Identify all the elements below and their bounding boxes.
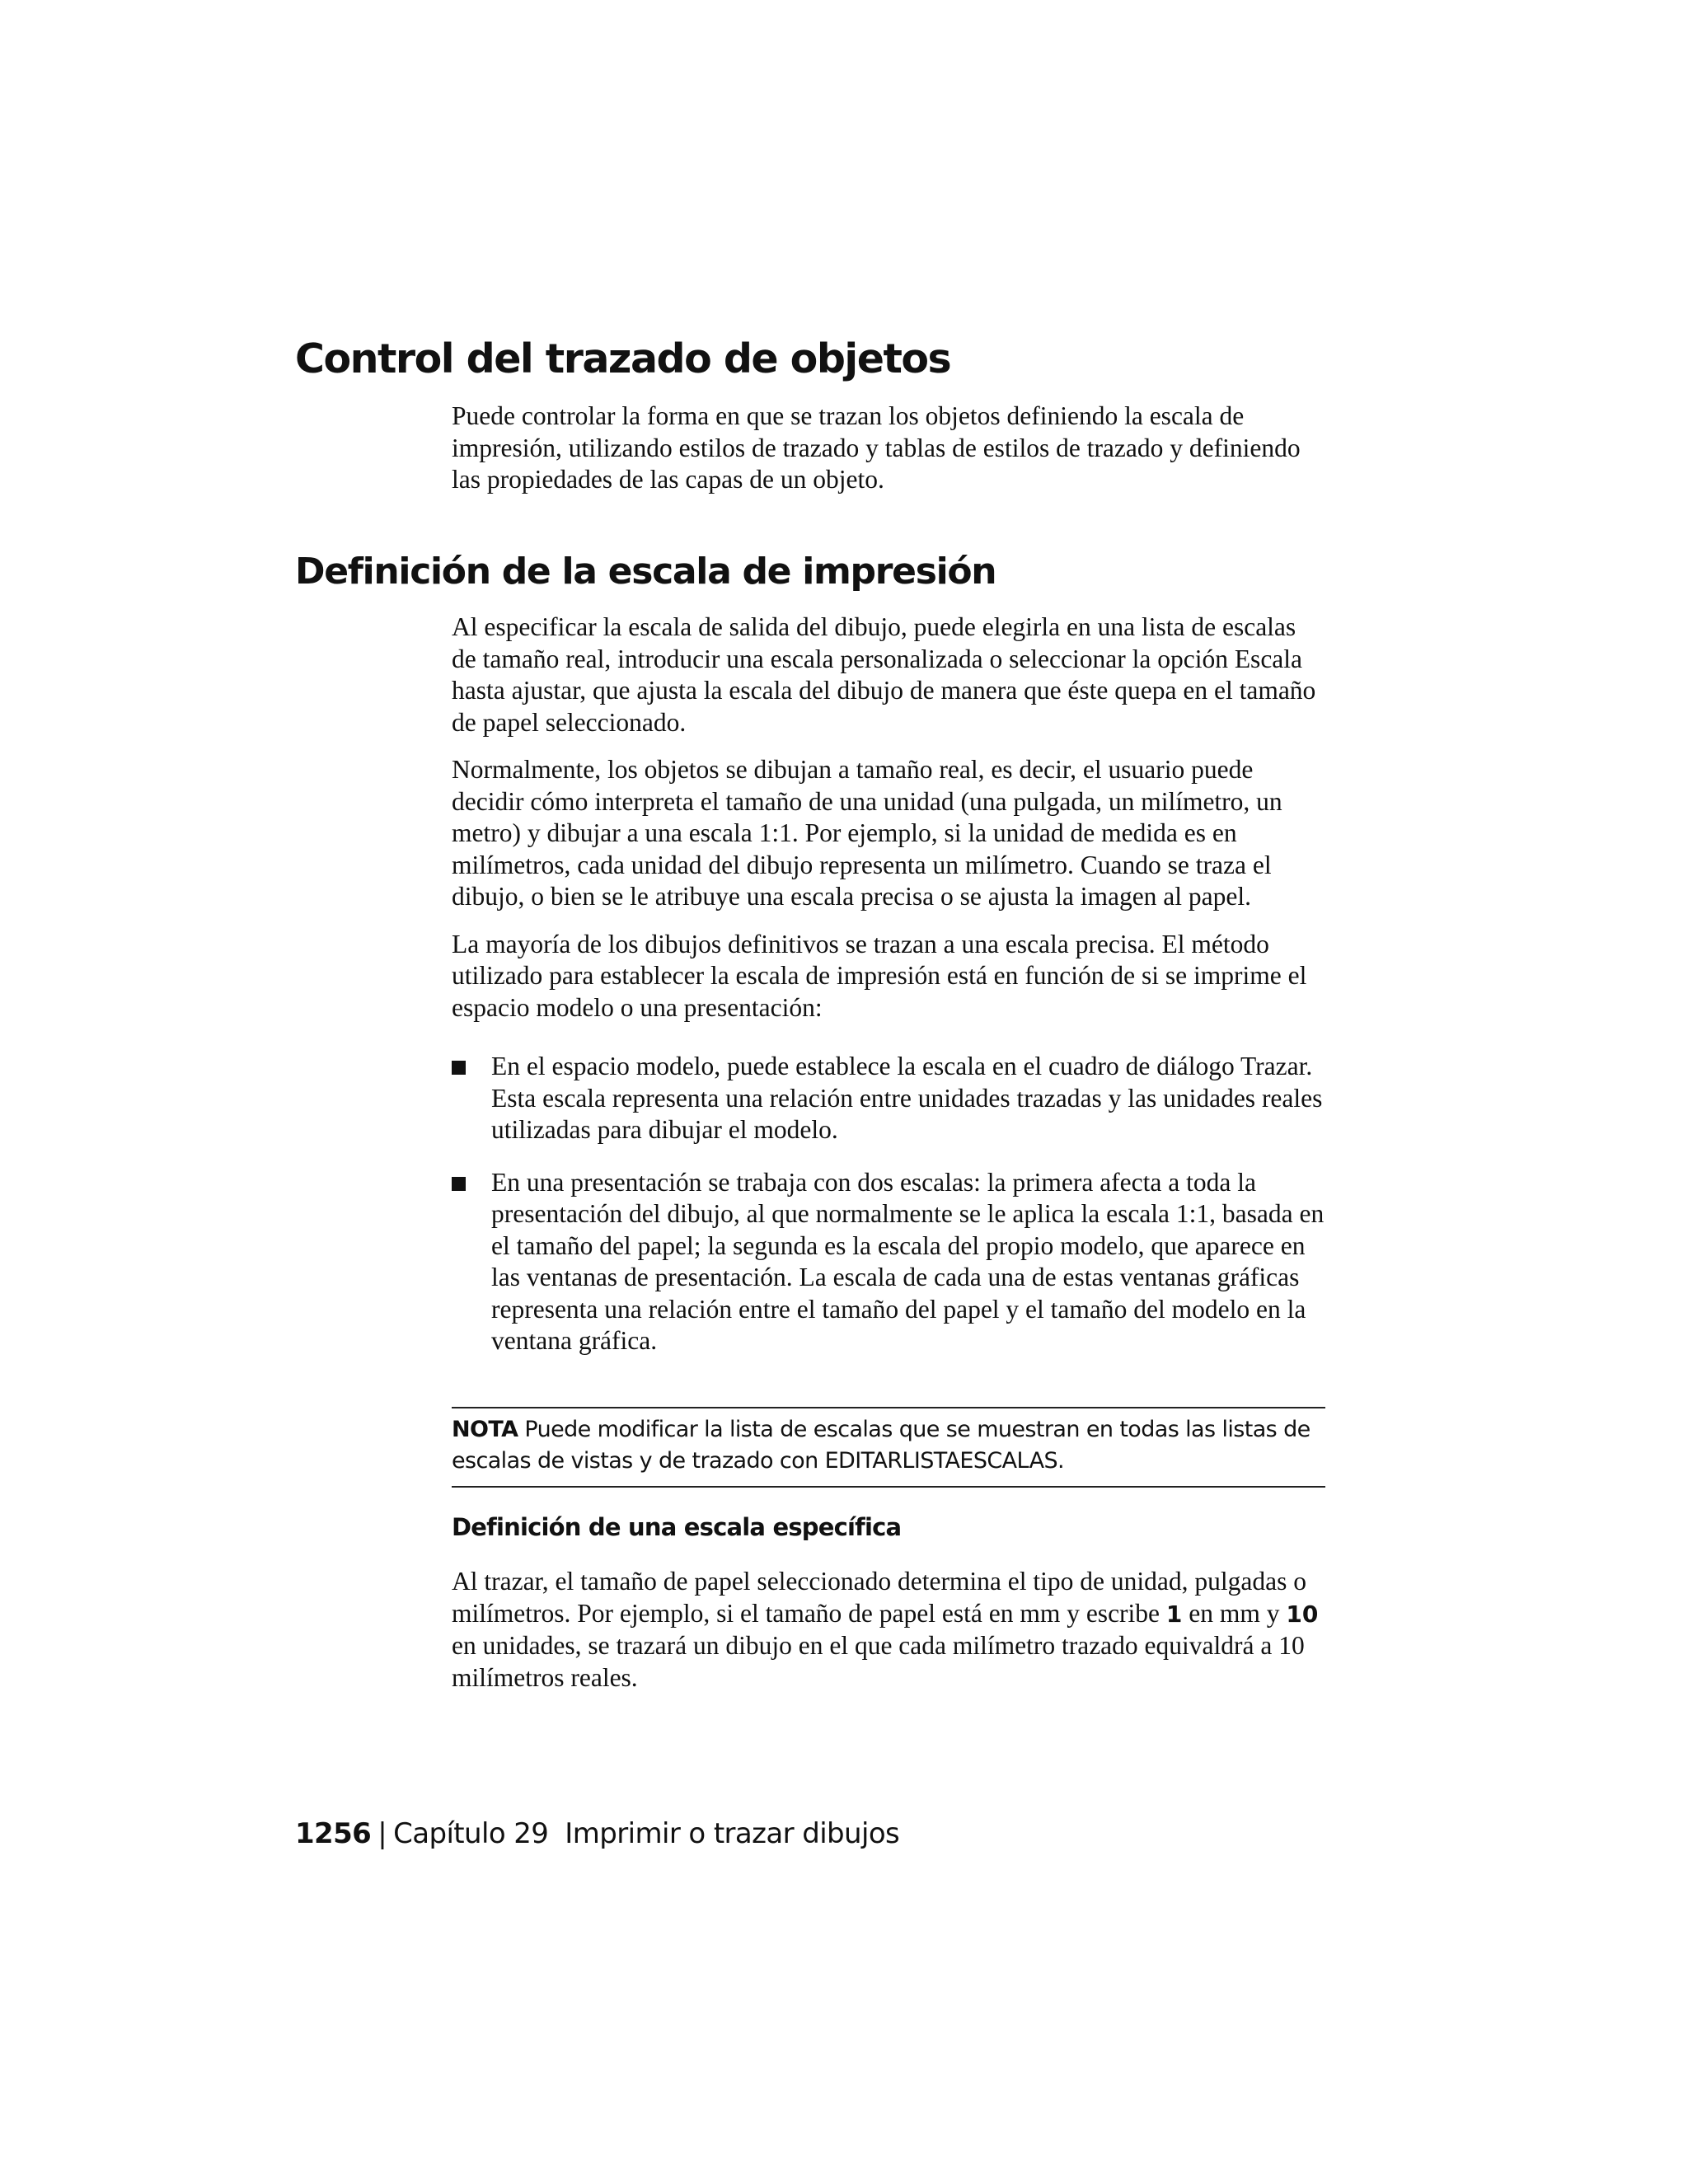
section-intro <box>452 401 1325 496</box>
square-bullet-icon <box>452 1177 466 1191</box>
final-text-1: Al trazar, el tamaño de papel seleccionado determina el tipo de unidad, pulgadas o milímetros. Por ejemplo, si el tamaño de papel está en mm y escribe <box>452 1567 1306 1628</box>
footer-separator: | <box>377 1817 387 1850</box>
square-bullet-icon <box>452 1061 466 1075</box>
body-paragraph-3: La mayoría de los dibujos definitivos se trazan a una escala precisa. El método utilizado para establecer la escala de impresión está en función de si se imprime el espacio modelo o una presentación: <box>452 929 1307 1022</box>
bullet-item-model-space <box>452 1051 1325 1146</box>
page-footer <box>295 1817 899 1851</box>
body-paragraph-2: Normalmente, los objetos se dibujan a tamaño real, es decir, el usuario puede decidir cómo interpreta el tamaño de una unidad (una pulgada, un milímetro, un metro) y dibujar a una escala 1:1. Por ejemplo, si la unidad de medida es en milímetros, cada unidad del dibujo representa un milímetro. Cuando se traza el dibujo, o bien se le atribuye una escala precisa o se ajusta la imagen al papel. <box>452 755 1282 911</box>
note-box <box>452 1407 1325 1488</box>
footer-chapter-title: Imprimir o trazar dibujos <box>565 1817 900 1850</box>
final-paragraph <box>452 1566 1325 1694</box>
bullet-item-layout <box>452 1167 1325 1357</box>
intro-paragraph: Puede controlar la forma en que se trazan los objetos definiendo la escala de impresión, utilizando estilos de trazado y tablas de estilos de trazado y definiendo las propiedades de las capas de un objeto. <box>452 401 1301 494</box>
body-paragraph-1: Al especificar la escala de salida del dibujo, puede elegirla en una lista de escalas de tamaño real, introducir una escala personalizada o seleccionar la opción Escala hasta ajustar, que ajusta la escala del dibujo de manera que éste quepa en el tamaño de papel seleccionado. <box>452 612 1316 737</box>
bullet-text: En una presentación se trabaja con dos escalas: la primera afecta a toda la presentación del dibujo, al que normalmente se le aplica la escala 1:1, basada en el tamaño del papel; la segunda es la escala del propio modelo, que aparece en las ventanas de presentación. La escala de cada una de estas ventanas gráficas representa una relación entre el tamaño del papel y el tamaño del modelo en la ventana gráfica. <box>491 1167 1325 1355</box>
section-heading: Control del trazado de objetos <box>295 335 951 382</box>
value-mm: 1 <box>1165 1600 1183 1628</box>
note-label: NOTA <box>452 1417 518 1442</box>
page-number: 1256 <box>295 1817 372 1850</box>
final-text-3: en unidades, se trazará un dibujo en el que cada milímetro trazado equivaldrá a 10 milímetros reales. <box>452 1631 1305 1692</box>
subsection-body <box>452 612 1325 1378</box>
footer-chapter: Capítulo 29 <box>393 1817 549 1850</box>
bullet-text: En el espacio modelo, puede establece la escala en el cuadro de diálogo Trazar. Esta escala representa una relación entre unidades trazadas y las unidades reales utilizadas para dibujar el modelo. <box>491 1052 1323 1144</box>
final-text-2: en mm y <box>1189 1598 1280 1628</box>
note-text: Puede modificar la lista de escalas que se muestran en todas las listas de escalas de vistas y de trazado con EDITARLISTAESCALAS. <box>452 1417 1311 1474</box>
subsubsection-heading: Definición de una escala específica <box>452 1513 902 1541</box>
subsubsection-body <box>452 1566 1325 1694</box>
subsection-heading: Definición de la escala de impresión <box>295 551 996 593</box>
value-units: 10 <box>1286 1600 1319 1628</box>
bullet-list <box>452 1051 1325 1357</box>
